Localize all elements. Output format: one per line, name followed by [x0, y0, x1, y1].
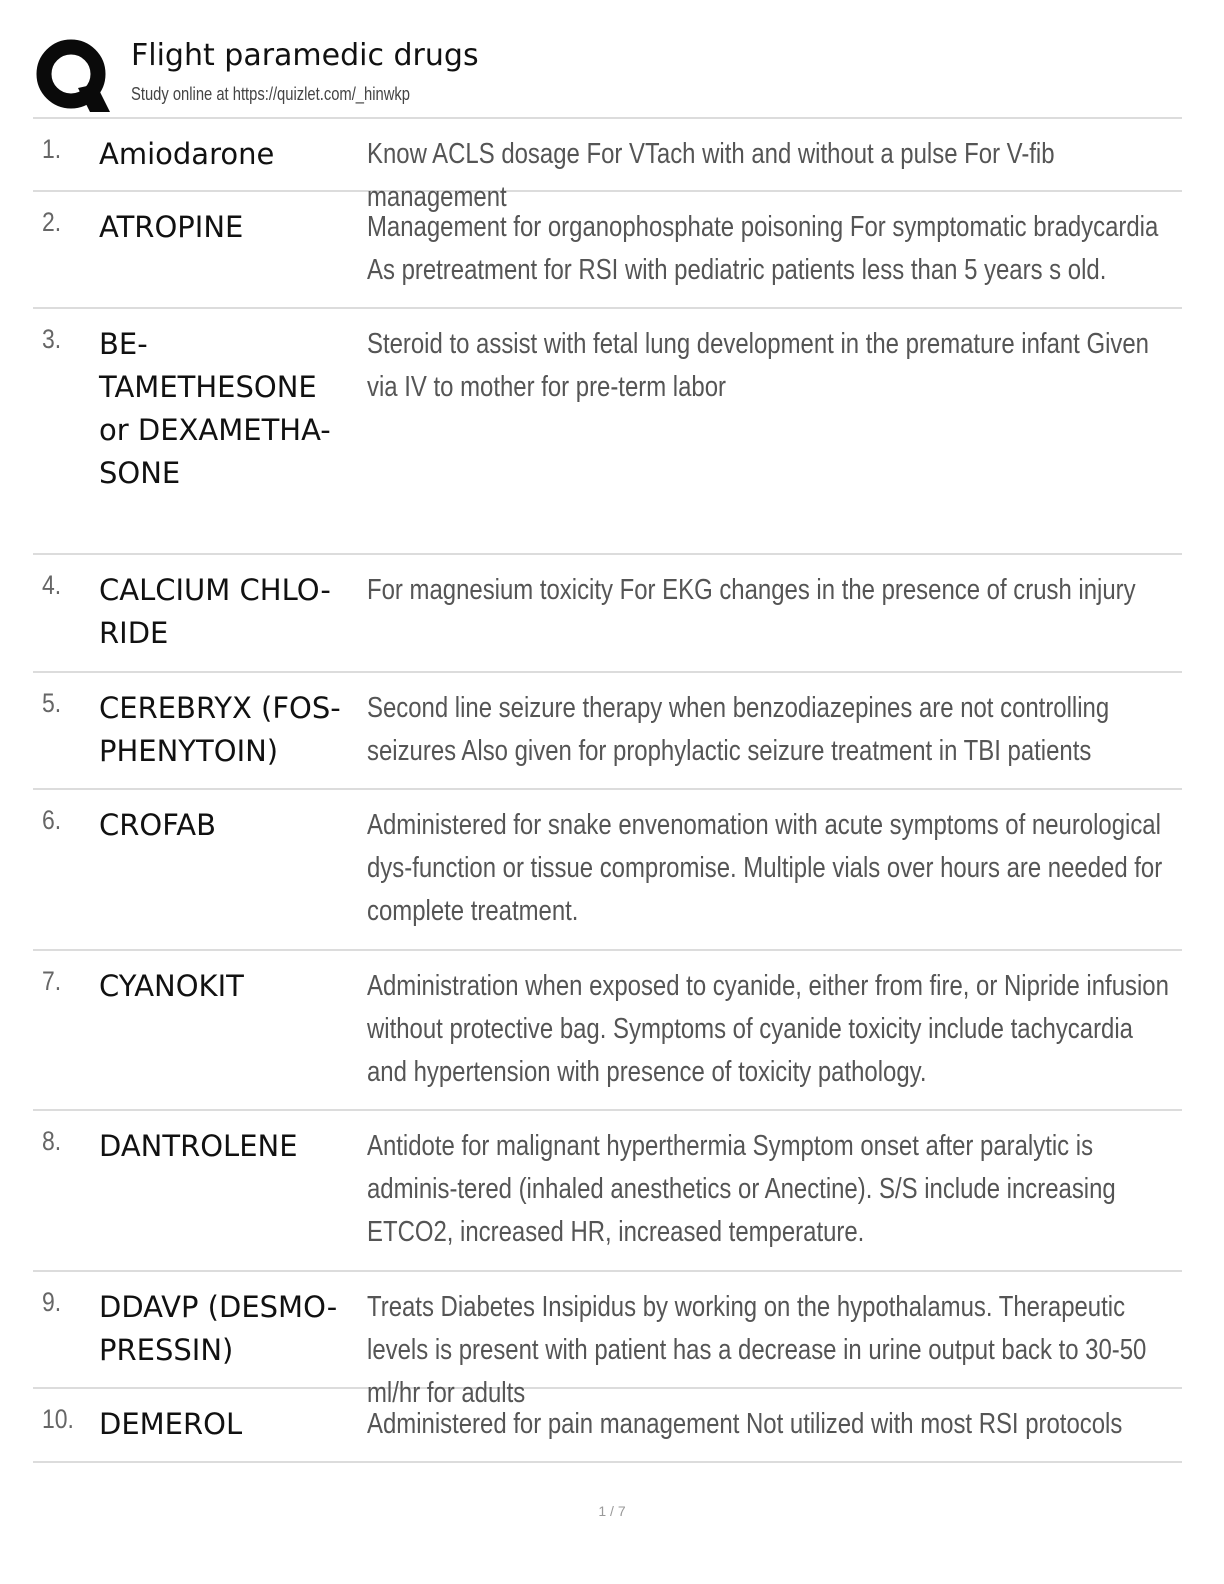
- term-row: [33, 555, 1182, 673]
- term-name: BE-TAMETHESONE or DEXAMETHA-SONE: [99, 327, 331, 490]
- term-name: ATROPINE: [99, 210, 244, 244]
- term-row: [33, 1389, 1182, 1463]
- term-number: 6.: [42, 805, 62, 835]
- term-name: CROFAB: [99, 808, 216, 842]
- page-number: 1 / 7: [598, 1503, 626, 1519]
- page-header: [34, 34, 1182, 114]
- term-name: CALCIUM CHLO-RIDE: [99, 573, 331, 650]
- term-list: [33, 119, 1182, 1463]
- term-row: [33, 309, 1182, 555]
- term-number: 8.: [42, 1126, 62, 1156]
- term-definition: Administered for pain management Not utilized with most RSI protocols: [367, 1408, 1123, 1440]
- term-definition: Treats Diabetes Insipidus by working on the hypothalamus. Therapeutic levels is present with patient has a decrease in urine output back to 30-50 ml/hr for adults: [367, 1291, 1147, 1409]
- term-number: 9.: [42, 1287, 62, 1317]
- study-online-link[interactable]: Study online at https://quizlet.com/_hinwkp: [131, 84, 410, 104]
- term-name: Amiodarone: [99, 137, 275, 171]
- term-row: [33, 673, 1182, 790]
- term-definition: Administration when exposed to cyanide, either from fire, or Nipride infusion without protective bag. Symptoms of cyanide toxicity include tachycardia and hypertension with presence of toxicity pathology.: [367, 970, 1169, 1088]
- term-definition: Antidote for malignant hyperthermia Symptom onset after paralytic is adminis-tered (inhaled anesthetics or Anectine). S/S include increasing ETCO2, increased HR, increased temperature.: [367, 1130, 1116, 1248]
- quizlet-logo-icon: [34, 36, 112, 114]
- term-name: CYANOKIT: [99, 969, 244, 1003]
- term-definition: Steroid to assist with fetal lung development in the premature infant Given via IV to mother for pre-term labor: [367, 328, 1149, 403]
- term-definition: For magnesium toxicity For EKG changes in the presence of crush injury: [367, 574, 1136, 606]
- page-title: Flight paramedic drugs: [131, 38, 479, 73]
- term-definition: Administered for snake envenomation with acute symptoms of neurological dys-function or tissue compromise. Multiple vials over hours are needed for complete treatment.: [367, 809, 1163, 927]
- term-name: DEMEROL: [99, 1407, 243, 1441]
- term-number: 4.: [42, 570, 62, 600]
- term-row: [33, 119, 1182, 213]
- term-number: 3.: [42, 324, 62, 354]
- term-number: 10.: [42, 1404, 74, 1434]
- term-definition: Second line seizure therapy when benzodiazepines are not controlling seizures Also given for prophylactic seizure treatment in TBI patients: [367, 692, 1110, 767]
- term-row: [33, 790, 1182, 951]
- term-number: 5.: [42, 688, 62, 718]
- term-row: [33, 1272, 1182, 1409]
- term-name: DDAVP (DESMO-PRESSIN): [99, 1290, 338, 1367]
- term-name: DANTROLENE: [99, 1129, 298, 1163]
- term-number: 1.: [42, 134, 62, 164]
- term-definition: Know ACLS dosage For VTach with and without a pulse For V-fib management: [367, 138, 1055, 213]
- term-row: [33, 951, 1182, 1111]
- term-row: [33, 1111, 1182, 1272]
- term-row: [33, 192, 1182, 309]
- term-definition: Management for organophosphate poisoning For symptomatic bradycardia As pretreatment for RSI with pediatric patients less than 5 years s old.: [367, 211, 1159, 286]
- term-number: 7.: [42, 966, 62, 996]
- term-name: CEREBRYX (FOS-PHENYTOIN): [99, 691, 341, 768]
- term-number: 2.: [42, 207, 62, 237]
